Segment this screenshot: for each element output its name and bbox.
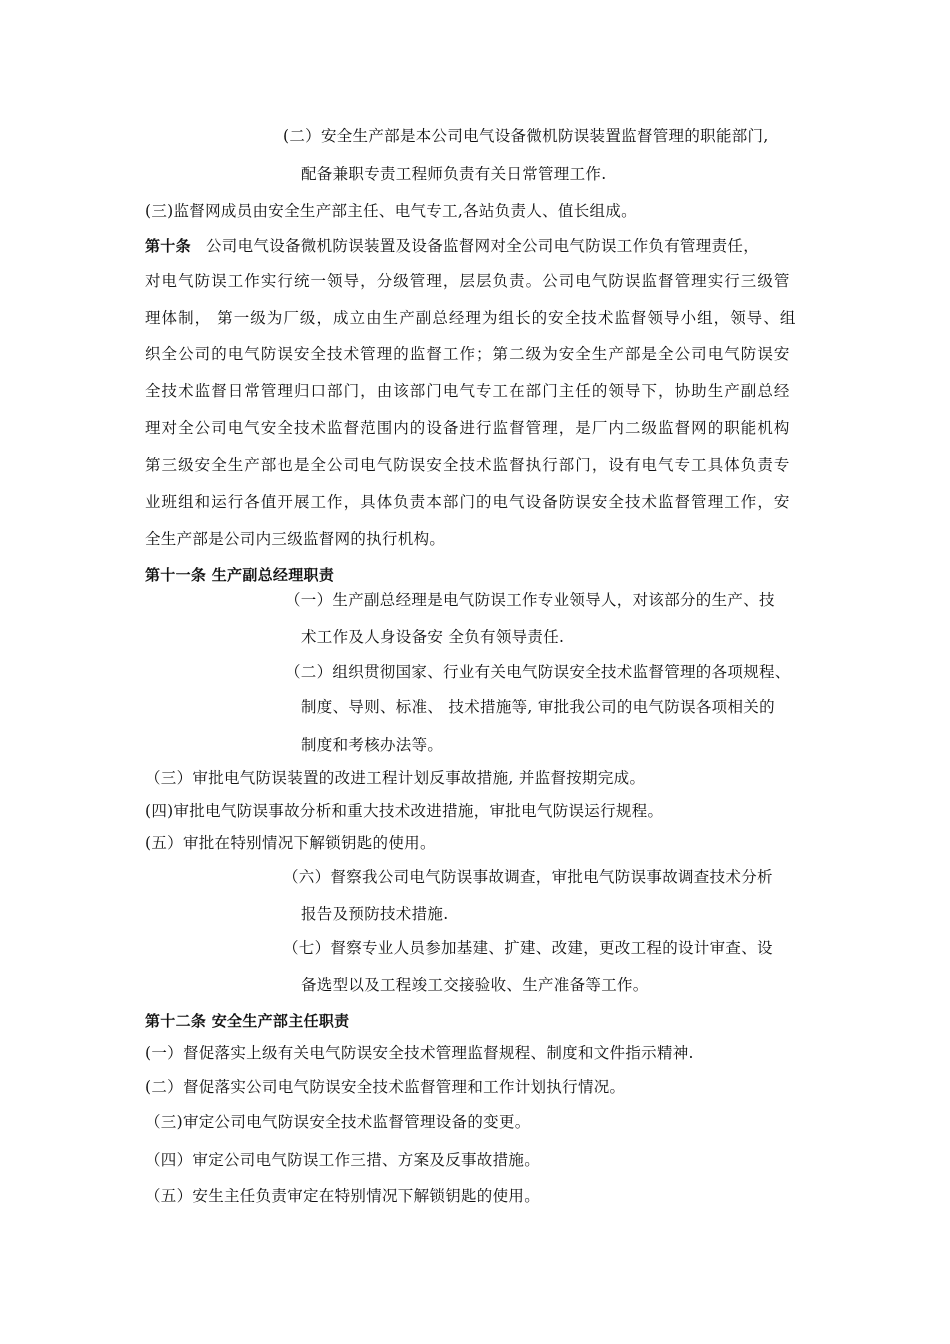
paragraph-line: 理体制， 第一级为厂级，成立由生产副总经理为组长的安全技术监督领导小组，领导、组 [145, 309, 797, 327]
paragraph-line: （三）审批电气防误装置的改进工程计划反事故措施, 并监督按期完成。 [145, 769, 646, 787]
paragraph-line: 备选型以及工程竣工交接验收、生产准备等工作。 [301, 976, 649, 994]
paragraph-line: 制度、导则、标准、 技术措施等, 审批我公司的电气防误各项相关的 [301, 698, 775, 716]
paragraph-line: (二）安全生产部是本公司电气设备微机防误装置监督管理的职能部门, [283, 127, 769, 145]
paragraph-line: （三)审定公司电气防误安全技术监督管理设备的变更。 [145, 1113, 531, 1131]
paragraph-line: 第三级安全生产部也是全公司电气防误安全技术监督执行部门，设有电气专工具体负责专 [145, 456, 791, 474]
paragraph-line: 制度和考核办法等。 [301, 736, 444, 754]
article-11-heading: 第十一条 生产副总经理职责 [145, 566, 335, 584]
paragraph-line: 公司电气设备微机防误装置及设备监督网对全公司电气防误工作负有管理责任， [206, 237, 760, 255]
article-10-heading: 第十条 [145, 237, 191, 255]
paragraph-line: （四）审定公司电气防误工作三措、方案及反事故措施。 [145, 1151, 541, 1169]
paragraph-line: 全技术监督日常管理归口部门，由该部门电气专工在部门主任的领导下，协助生产副总经 [145, 382, 791, 400]
paragraph-line: （七）督察专业人员参加基建、扩建、改建，更改工程的设计审查、设 [283, 939, 773, 957]
paragraph-line: (三)监督网成员由安全生产部主任、电气专工,各站负责人、值长组成。 [145, 202, 637, 220]
paragraph-line: (四)审批电气防误事故分析和重大技术改进措施，审批电气防误运行规程。 [145, 802, 664, 820]
paragraph-line: （一）生产副总经理是电气防误工作专业领导人，对该部分的生产、技 [285, 591, 775, 609]
paragraph-line: 配备兼职专责工程师负责有关日常管理工作. [301, 165, 607, 183]
paragraph-line: （五）安生主任负责审定在特别情况下解锁钥匙的使用。 [145, 1187, 541, 1205]
paragraph-line: (二）督促落实公司电气防误安全技术监督管理和工作计划执行情况。 [145, 1078, 626, 1096]
paragraph-line: 对电气防误工作实行统一领导，分级管理，层层负责。公司电气防误监督管理实行三级管 [145, 272, 791, 290]
paragraph-line: 织全公司的电气防误安全技术管理的监督工作；第二级为安全生产部是全公司电气防误安 [145, 345, 791, 363]
paragraph-line: 业班组和运行各值开展工作，具体负责本部门的电气设备防误安全技术监督管理工作，安 [145, 493, 791, 511]
paragraph-line: 报告及预防技术措施. [301, 905, 449, 923]
paragraph-line: （六）督察我公司电气防误事故调查，审批电气防误事故调查技术分析 [283, 868, 773, 886]
paragraph-line: (五）审批在特别情况下解锁钥匙的使用。 [145, 834, 436, 852]
paragraph-line: 全生产部是公司内三级监督网的执行机构。 [145, 530, 446, 548]
paragraph-line: 术工作及人身设备安 全负有领导责任. [301, 628, 565, 646]
paragraph-line: （二）组织贯彻国家、行业有关电气防误安全技术监督管理的各项规程、 [285, 663, 791, 681]
article-12-heading: 第十二条 安全生产部主任职责 [145, 1012, 350, 1030]
paragraph-line: (一）督促落实上级有关电气防误安全技术管理监督规程、制度和文件指示精神. [145, 1044, 694, 1062]
paragraph-line: 理对全公司电气安全技术监督范围内的设备进行监督管理，是厂内二级监督网的职能机构 [145, 419, 791, 437]
